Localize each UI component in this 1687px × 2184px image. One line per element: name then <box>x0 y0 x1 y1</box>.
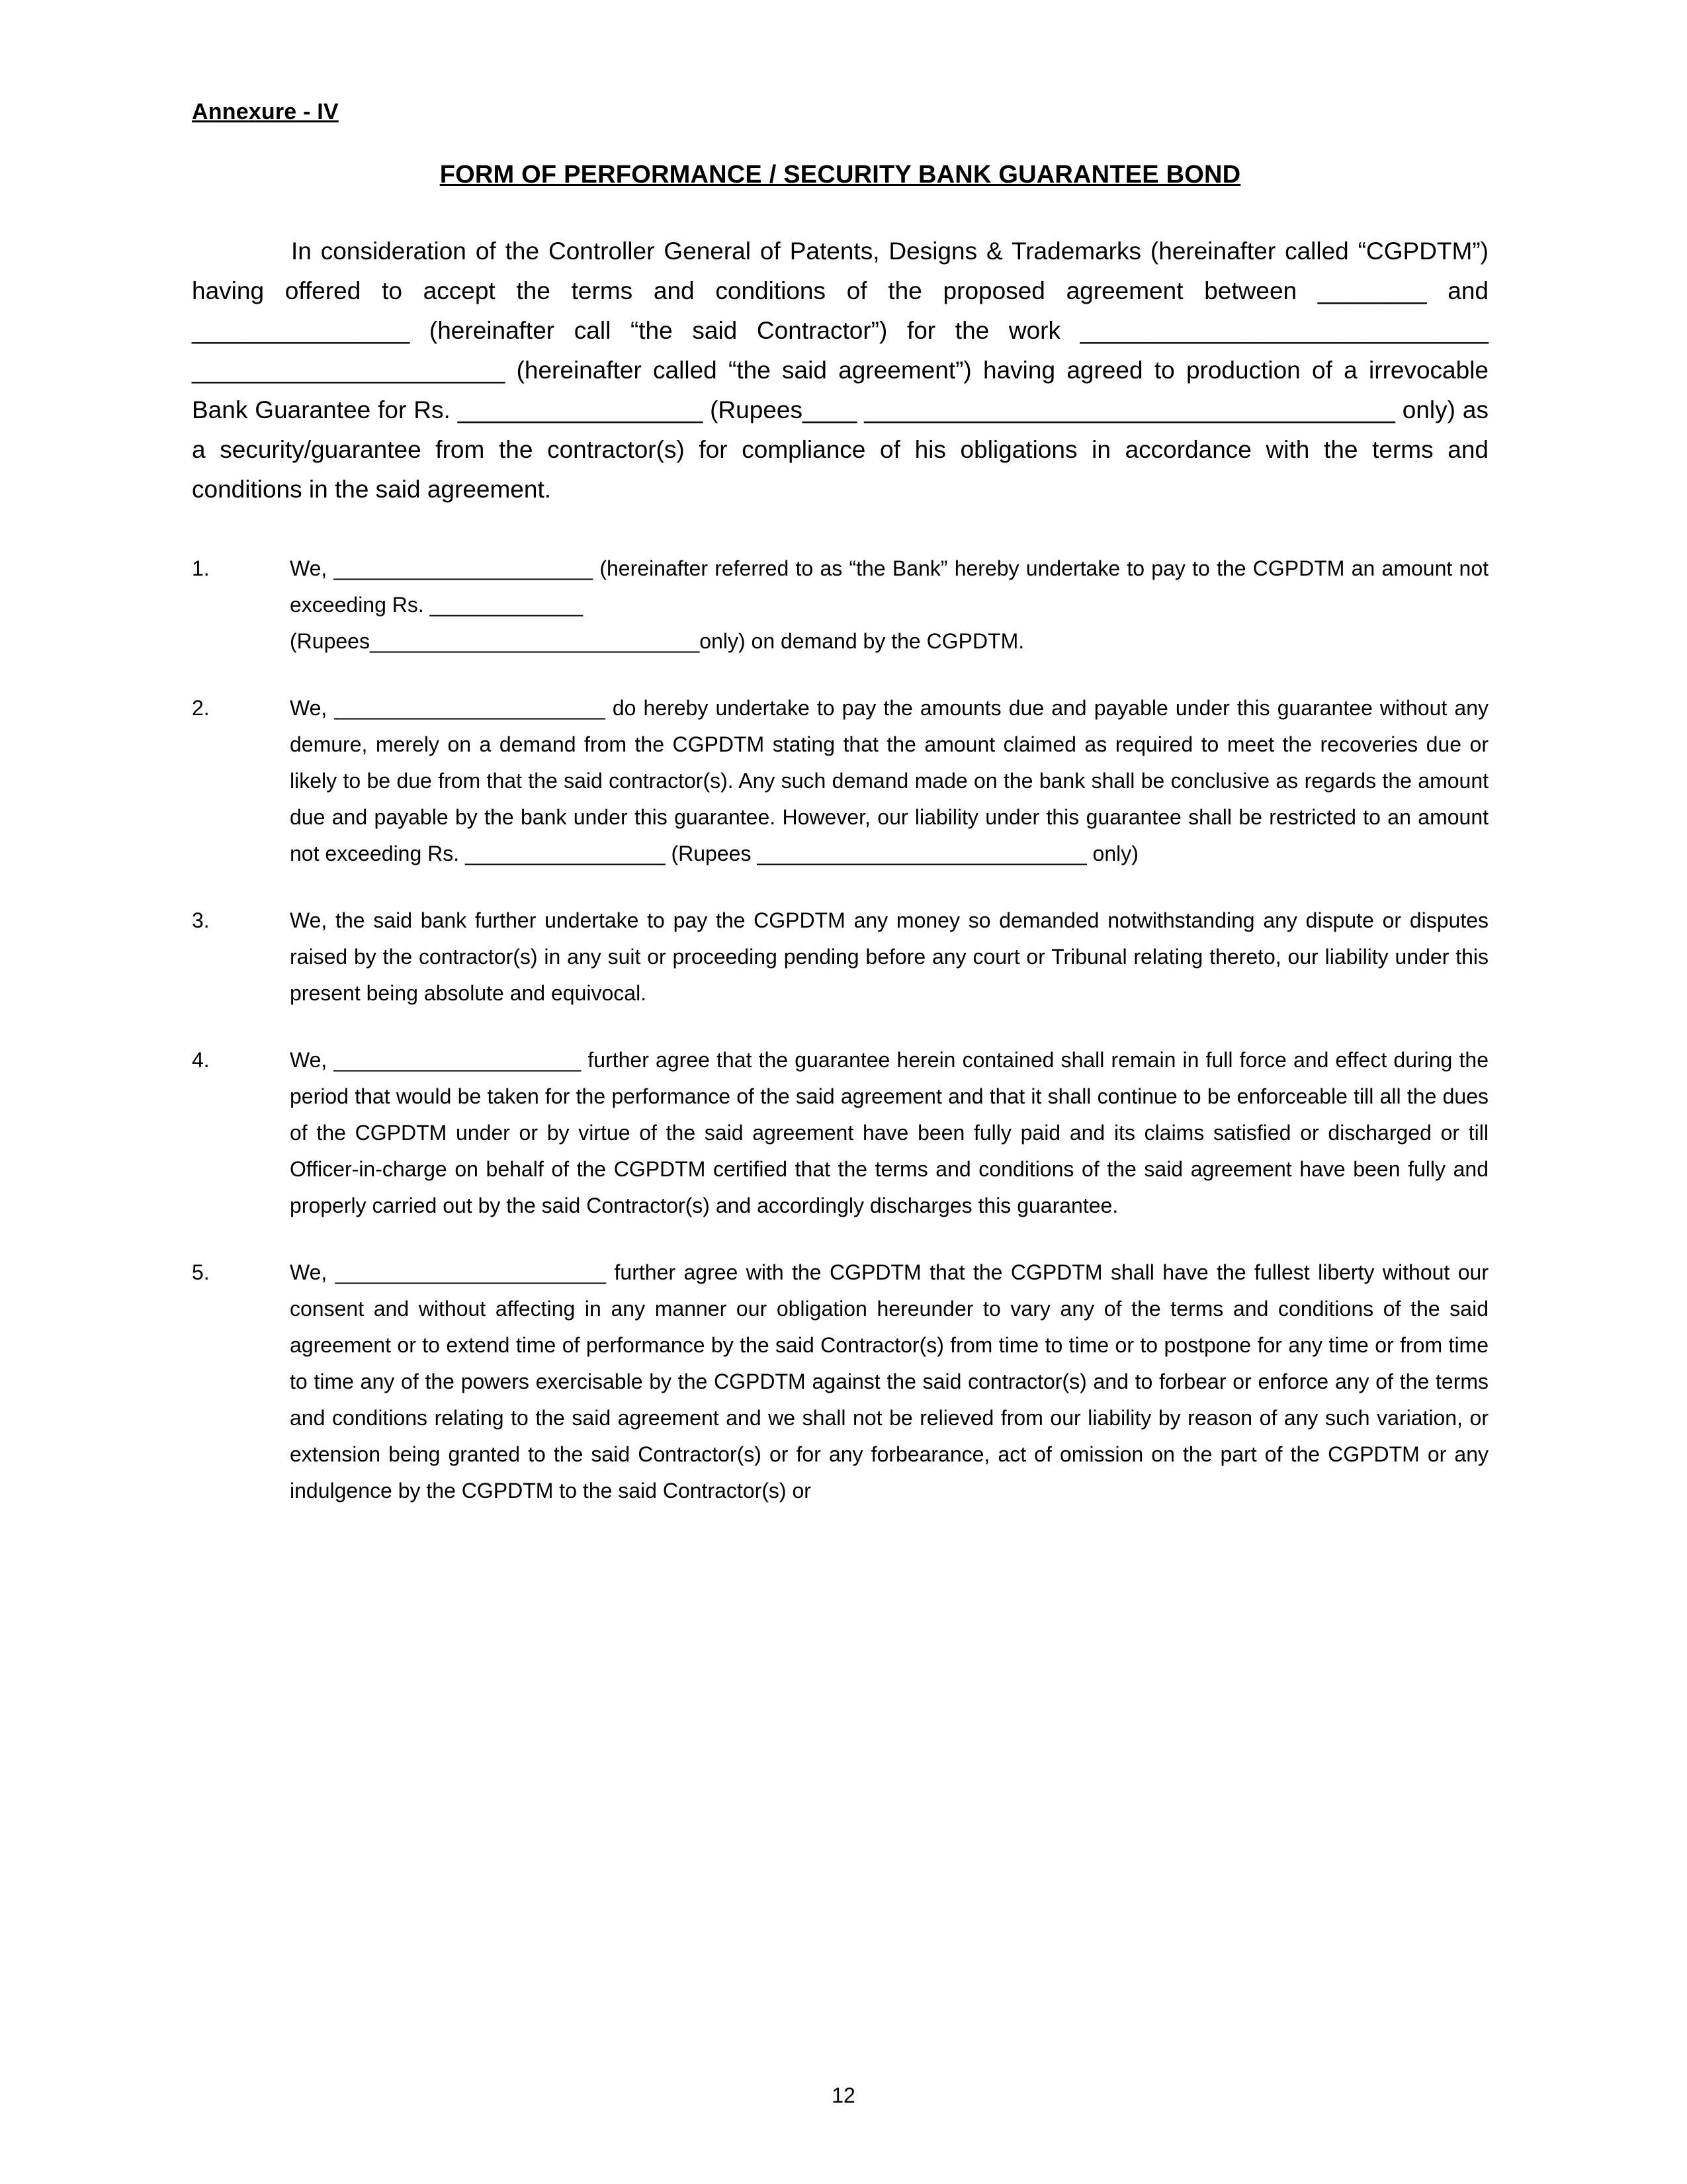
clause-text: We, _______________________ do hereby undertake to pay the amounts due and payable under this guarantee without any demure, merely on a demand from the CGPDTM stating that the amount claimed as required to meet the recoveries due or likely to be due from that the said contractor(s). Any such demand made on the bank shall be conclusive as regards the amount due and payable by the bank under this guarantee. However, our liability under this guarantee shall be restricted to an amount not exceeding Rs. _________________ (Rupees ____________________________ only) <box>290 695 1489 865</box>
clause-text: We, the said bank further undertake to pay the CGPDTM any money so demanded notwithstanding any dispute or disputes raised by the contractor(s) in any suit or proceeding pending before any court or Tribunal relating thereto, our liability under this present being absolute and equivocal. <box>290 908 1489 1005</box>
clause-text-wrapper <box>290 690 1489 872</box>
clause-item <box>192 1254 1489 1509</box>
clause-item <box>192 690 1489 872</box>
clause-subline: (Rupees____________________________only) on demand by the CGPDTM. <box>290 629 1025 653</box>
page-number: 12 <box>832 2083 855 2107</box>
clause-text: We, _______________________ further agree with the CGPDTM that the CGPDTM shall have the fullest liberty without our consent and without affecting in any manner our obligation hereunder to vary any of the terms and conditions of the said agreement or to extend time of performance by the said Contractor(s) from time to time or to postpone for any time or from time to time any of the powers exercisable by the CGPDTM against the said contractor(s) and to forbear or enforce any of the terms and conditions relating to the said agreement and we shall not be relieved from our liability by reason of any such variation, or extension being granted to the said Contractor(s) or for any forbearance, act of omission on the part of the CGPDTM or any indulgence by the CGPDTM to the said Contractor(s) or <box>290 1260 1489 1503</box>
clause-number: 5. <box>192 1260 210 1285</box>
clause-text: We, _____________________ further agree that the guarantee herein contained shall remain in full force and effect during the period that would be taken for the performance of the said agreement and that it shall continue to be enforceable till all the dues of the CGPDTM under or by virtue of the said agreement have been fully paid and its claims satisfied or discharged or till Officer-in-charge on behalf of the CGPDTM certified that the terms and conditions of the said agreement have been fully and properly carried out by the said Contractor(s) and accordingly discharges this guarantee. <box>290 1047 1489 1218</box>
lead-paragraph-text: In consideration of the Controller General of Patents, Designs & Trademarks (hereinafter called “CGPDTM”) having offered to accept the terms and conditions of the proposed agreement between ________ and ________________ (hereinafter call “the said Contractor”) for the work ______________________________ _______________________ (hereinafter called “the said agreement”) having agreed to production of a irrevocable Bank Guarantee for Rs. __________________ (Rupees____ _______________________________________ only) as a security/guarantee from the contractor(s) for compliance of his obligations in accordance with the terms and conditions in the said agreement. <box>192 238 1489 503</box>
clause-number: 1. <box>192 556 210 580</box>
clause-text-wrapper <box>290 1042 1489 1224</box>
clause-number: 3. <box>192 908 210 932</box>
page-title: FORM OF PERFORMANCE / SECURITY BANK GUARANTEE BOND <box>439 161 1241 189</box>
clause-item <box>192 550 1489 660</box>
clause-item <box>192 1042 1489 1224</box>
clause-text-wrapper <box>290 1254 1489 1509</box>
annexure-label: Annexure - IV <box>192 99 339 124</box>
lead-paragraph <box>192 232 1489 509</box>
clause-text-wrapper <box>290 550 1489 660</box>
clause-number: 2. <box>192 695 210 720</box>
clause-text-wrapper <box>290 902 1489 1012</box>
clause-list <box>192 550 1489 1510</box>
clause-item <box>192 902 1489 1012</box>
clause-number: 4. <box>192 1047 210 1072</box>
clause-text: We, ______________________ (hereinafter referred to as “the Bank” hereby undertake to pay to the CGPDTM an amount not exceeding Rs. _____________ <box>290 556 1489 617</box>
